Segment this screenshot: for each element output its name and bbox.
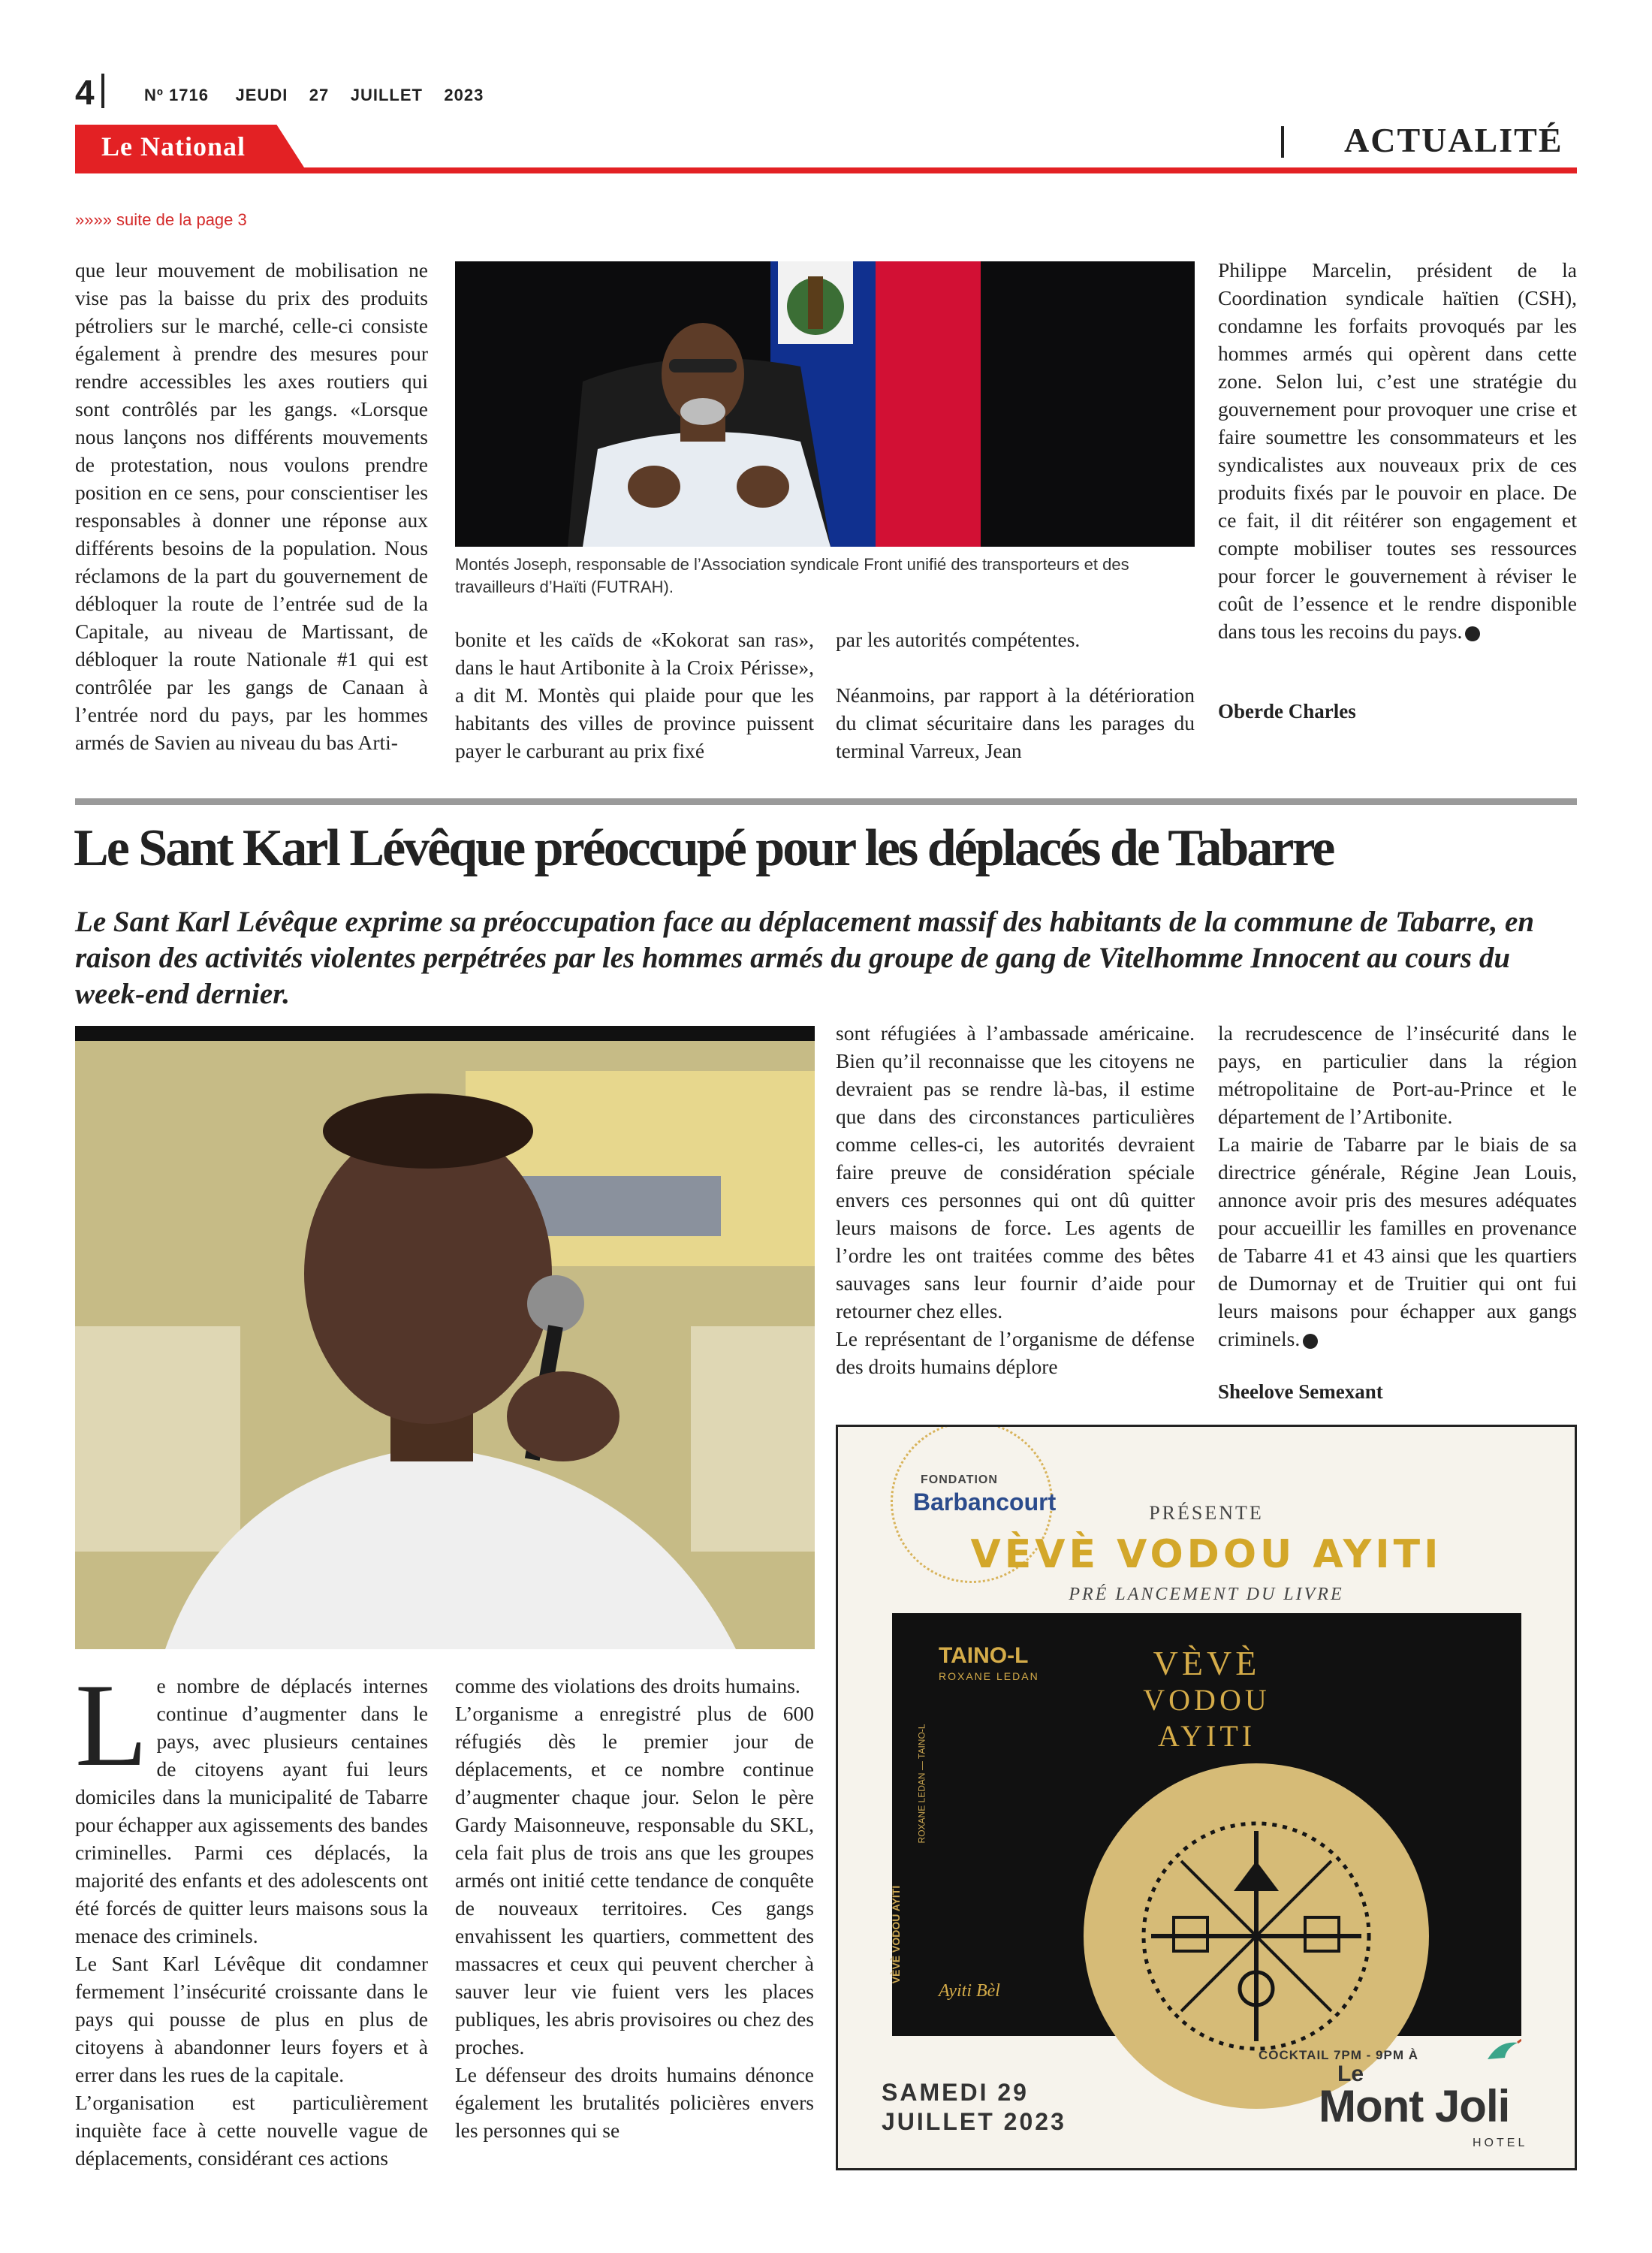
continued-from-label: »»»» suite de la page 3: [75, 210, 247, 229]
karl-leveque-spokesperson-photo: [75, 1026, 815, 1649]
page-number: 4: [75, 73, 95, 112]
montes-joseph-photo: [455, 261, 1195, 547]
article2-column-1: [75, 1660, 428, 2172]
book-cover: [892, 1613, 1521, 2036]
article2-column-4-para-1: la recrudescence de l’insécurité dans le pays, en particulier dans la région métropolitaine de Port-au-Prince et le département de l’Artibonite.: [1218, 1021, 1577, 1128]
drop-cap: L: [75, 1660, 148, 1791]
book-brand: TAINO-L: [939, 1643, 1029, 1668]
article2-column-2: [455, 1672, 814, 2144]
article2-column-4-para-2: [1218, 1130, 1577, 1353]
article2-column-1-para-2: Le Sant Karl Lévêque dit condamner fermement l’insécurité croissante dans le pays qui pousse de plus en plus de citoyens à abandonner leurs foyers et à errer dans les rues de la capitale.: [75, 1952, 428, 2086]
article2-column-2-para-1: comme des violations des droits humains.: [455, 1674, 800, 1697]
fondation-small-label: FONDATION: [921, 1473, 998, 1486]
article2-column-3-para-2: Le représentant de l’organisme de défense des droits humains déplore: [836, 1327, 1195, 1378]
book-title-3: AYITI: [1157, 1719, 1256, 1753]
article2-column-3: [836, 1019, 1195, 1380]
speaker-illustration: [75, 1026, 815, 1649]
fondation-name: Barbancourt: [913, 1488, 1057, 1516]
hotel-label: HOTEL: [1473, 2137, 1528, 2149]
header-rule: [75, 167, 1577, 173]
article1-column-4-text: Philippe Marcelin, président de la Coordination syndicale haïtien (CSH), condamne les forfaits provoqués par les hommes armés qui opèrent dans cette zone. Selon lui, c’est une stratégie du gouvernement pour provoquer une crise et faire soumettre les consommateurs et les syndicalistes aux nouveaux prix de ces produits fixés par le pouvoir en place. De ce fait, il dit réitérer son engagement et compte mobiliser toutes ses ressources pour forcer le gouvernement à réviser le coût de l’essence et le rendre disponible dans tous les recoins du pays.: [1218, 258, 1577, 643]
ad-cocktail-time: COCKTAIL 7PM - 9PM À: [1259, 2048, 1418, 2062]
issue-year: 2023: [444, 86, 484, 104]
article1-column-1: que leur mouvement de mobilisation ne vise pas la baisse du prix des produits pétroliers sur le marché, celle-ci consiste également à prendre des mesures pour rendre accessibles les axes routiers qui sont contrôlés par les gangs. «Lorsque nous lançons nos différents mouvements de protestation, nous voulons prendre position en ce sens, pour conscientiser les responsables à donner une réponse aux différents besoins de la population. Nous réclamons de la part du gouvernement de débloquer la route de l’entrée sud de la Capitale, au niveau de Martissant, de débloquer la route Nationale #1 qui est contrôlée par les gangs de Canaan à l’entrée nord du pays, par les hommes armés de Savien au niveau du bas Arti-: [75, 258, 428, 754]
issue-line: [144, 86, 484, 105]
book-title-2: VODOU: [1143, 1683, 1271, 1717]
end-mark-icon: [1465, 626, 1480, 641]
article2-column-4-para-2-text: La mairie de Tabarre par le biais de sa directrice générale, Régine Jean Louis, annonce avoir pris des mesures adéquates pour accueillir les familles en provenance de Tabarre 41 et 43 ainsi que les quartiers de Dumornay et de Truitier qui ont fui leurs maisons pour échapper aux gangs criminels.: [1218, 1133, 1577, 1350]
book-author: ROXANE LEDAN: [939, 1670, 1039, 1682]
article2-column-2-para-2: L’organisme a enregistré plus de 600 réfugiés dès le premier jour de déplacements, et ce nombre continue d’augmenter chaque jour. Selon le père Gardy Maisonneuve, responsable du SKL, cela fait plus de trois ans que les groupes armés ont initié cette tendance de conquête de nouveaux territoires. Ces gangs envahissent les quartiers, commettent des massacres et ceux qui peuvent chercher à sauver leur vie fuient vers les places publiques, les abris provisoires ou chez des proches.: [455, 1702, 814, 2058]
hotel-le: Le: [1337, 2061, 1364, 2086]
article1-column-4: [1218, 256, 1577, 645]
article1-column-3-para-1: par les autorités compétentes.: [836, 628, 1081, 651]
book-spine-top: ROXANE LEDAN — TAINO-L: [916, 1724, 927, 1844]
article1-column-2: bonite et les caïds de «Kokorat san ras», dans le haut Artibonite à la Croix Périsse», a dit M. Montès qui plaide pour que les habitants des villes de province puissent payer le carburant au prix fixé: [455, 628, 814, 762]
article2-column-2-para-3: Le défenseur des droits humains dénonce également les brutalités policières envers les personnes qui se: [455, 2063, 814, 2142]
article2-column-1-para-1: e nombre de déplacés internes continue d’augmenter dans le pays, avec plusieurs centaines de citoyens ayant fui leurs domiciles dans la municipalité de Tabarre pour échapper aux agissements des bandes criminelles. Parmi ces déplacés, la majorité des enfants et des adolescents ont été forcés de quitter leurs maisons sous la menace des criminels.: [75, 1674, 428, 1947]
book-signature: Ayiti Bèl: [939, 1981, 1000, 2001]
ad-date-line-2: JUILLET 2023: [882, 2108, 1066, 2135]
article2-column-1-para-3: L’organisation est particulièrement inquiète face à cette nouvelle vague de déplacements, considérant ces actions: [75, 2091, 428, 2170]
section-label: ACTUALITÉ: [1344, 121, 1563, 159]
book-spine-text: VÈVÈ VODOU AYITI: [890, 1885, 903, 1984]
ad-presente: PRÉSENTE: [1149, 1502, 1264, 1524]
page-number-divider: [101, 74, 104, 108]
ad-date-line-1: SAMEDI 29: [882, 2079, 1029, 2106]
advertisement: [836, 1425, 1577, 2170]
issue-number: Nº 1716: [144, 86, 209, 104]
article2-column-4: [1218, 1019, 1577, 1353]
photo-caption: Montés Joseph, responsable de l’Association syndicale Front unifié des transporteurs et des travailleurs d’Haïti (FUTRAH).: [455, 555, 1129, 596]
hummingbird-icon: [1484, 2037, 1521, 2071]
section-divider: [1281, 126, 1284, 158]
hotel-name: Mont Joli: [1319, 2081, 1510, 2131]
issue-day: JEUDI: [235, 86, 288, 104]
article-separator: [75, 798, 1577, 805]
issue-month: JUILLET: [350, 86, 423, 104]
article1-column-3: [836, 626, 1195, 765]
portrait-illustration: [455, 261, 1195, 547]
article2-author: Sheelove Semexant: [1218, 1380, 1383, 1403]
article2-headline: Le Sant Karl Lévêque préoccupé pour les déplacés de Tabarre: [74, 819, 1334, 877]
ad-subtitle: PRÉ LANCEMENT DU LIVRE: [1069, 1585, 1344, 1604]
article2-column-3-para-1: sont réfugiées à l’ambassade américaine. Bien qu’il reconnaisse que les citoyens ne devraient pas se rendre là-bas, il estime que dans des circonstances particulières comme celles-ci, les autorités devraient faire preuve de considération spéciale envers ces personnes qui ont dû quitter leurs maisons de force. Les agents de l’ordre les ont traitées comme des bêtes sauvages sans leur fournir d’aide pour retourner chez elles.: [836, 1021, 1195, 1323]
ad-title: VÈVÈ VODOU AYITI: [970, 1532, 1442, 1577]
article1-author: Oberde Charles: [1218, 700, 1356, 722]
masthead-label: Le National: [101, 131, 246, 161]
article1-column-3-para-2: Néanmoins, par rapport à la détérioration du climat sécuritaire dans les parages du terminal Varreux, Jean: [836, 683, 1195, 762]
end-mark-icon: [1303, 1334, 1318, 1349]
issue-date: 27: [309, 86, 330, 104]
article2-lead: Le Sant Karl Lévêque exprime sa préoccupation face au déplacement massif des habitants de la commune de Tabarre, en raison des activités violentes perpétrées par les hommes armés du groupe de gang de Vitelhomme Innocent au cours du week-end dernier.: [75, 906, 1535, 1010]
book-title-1: VÈVÈ: [1153, 1644, 1261, 1682]
